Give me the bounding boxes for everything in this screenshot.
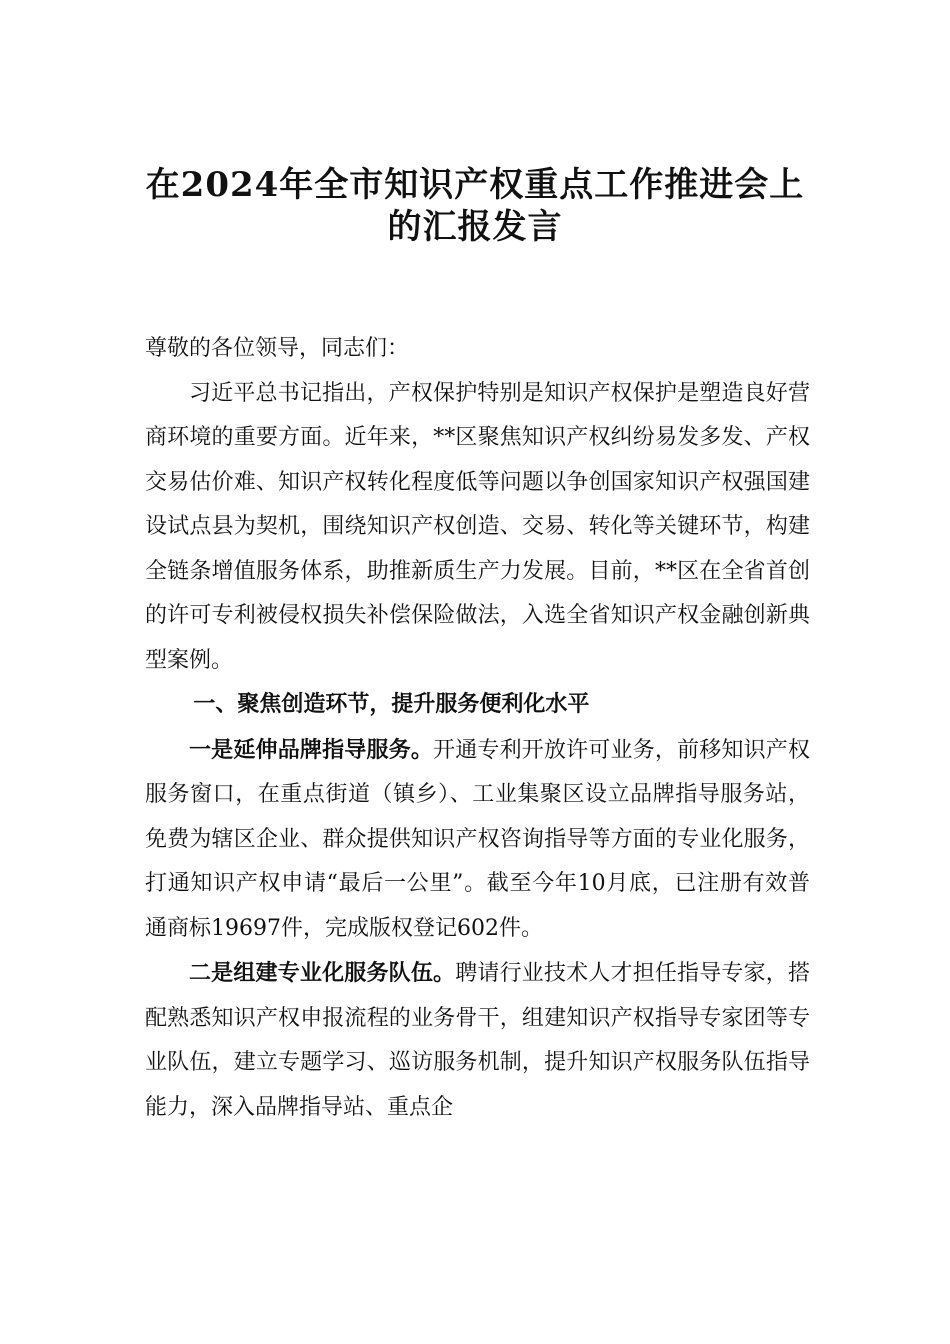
item1-text: 开通专利开放许可业务，前移知识产权服务窗口，在重点街道（镇乡）、工业集聚区设立品牌指导服务站，免费为辖区企业、群众提供知识产权咨询指导等方面的专业化服务，打通知识产权申请“最后一公里”。截至今年10月底，已注册有效普通商标19697件，完成版权登记602件。 xyxy=(145,737,810,941)
item1-lead: 一是延伸品牌指导服务。 xyxy=(189,736,434,763)
item2-lead: 二是组建专业化服务队伍。 xyxy=(189,960,456,986)
item2-paragraph xyxy=(145,951,810,1130)
document-title-line1: 在2024年全市知识产权重点工作推进会上 xyxy=(145,165,805,205)
item2-text: 聘请行业技术人才担任指导专家，搭配熟悉知识产权申报流程的业务骨干，组建知识产权指导专家团等专业队伍，建立专题学习、巡访服务机制，提升知识产权服务队伍指导能力，深入品牌指导站、重点企 xyxy=(145,961,810,1120)
document-body xyxy=(145,327,810,1130)
document-title-line2: 的汇报发言 xyxy=(387,207,563,247)
salutation: 尊敬的各位领导，同志们： xyxy=(145,336,410,361)
item1-paragraph xyxy=(145,728,810,952)
intro-paragraph: 习近平总书记指出，产权保护特别是知识产权保护是塑造良好营商环境的重要方面。近年来，**区聚焦知识产权纠纷易发多发、产权交易估价难、知识产权转化程度低等问题以争创国家知识产权强国建设试点县为契机，围绕知识产权创造、交易、转化等关键环节，构建全链条增值服务体系，助推新质生产力发展。目前，**区在全省首创的许可专利被侵权损失补偿保险做法，入选全省知识产权金融创新典型案例。 xyxy=(145,380,810,673)
section1-heading: 一、聚焦创造环节，提升服务便利化水平 xyxy=(193,692,590,717)
